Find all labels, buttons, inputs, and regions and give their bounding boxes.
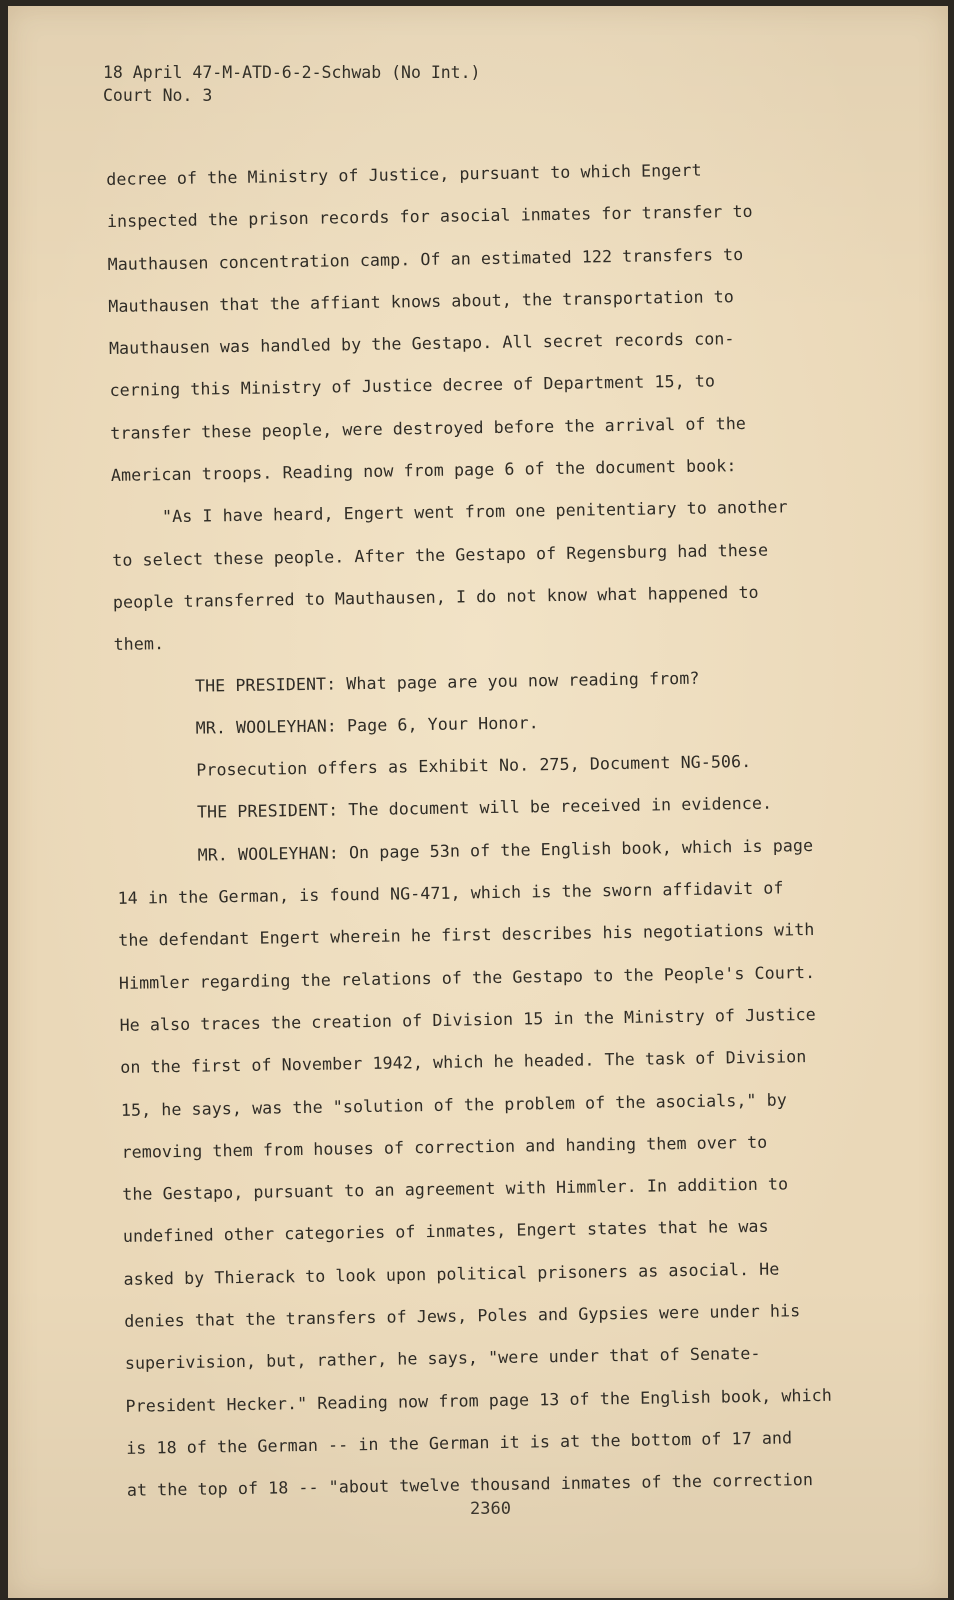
text-line: them. <box>113 634 165 655</box>
text-line: inspected the prison records for asocial inmates for transfer to <box>106 202 753 232</box>
text-line: transfer these people, were destroyed before the arrival of the <box>110 413 747 443</box>
text-line: the defendant Engert wherein he first describes his negotiations with <box>118 920 815 951</box>
text-line: removing them from houses of correction and handing them over to <box>121 1132 768 1162</box>
text-line: people transferred to Mauthausen, I do not know what happened to <box>112 582 759 612</box>
document-page <box>8 6 948 1598</box>
document-header <box>103 61 481 107</box>
text-line: THE PRESIDENT: The document will be received in evidence. <box>116 794 773 824</box>
header-court-line: Court No. 3 <box>103 86 213 105</box>
text-line: asked by Thierack to look upon political prisoners as asocial. He <box>123 1259 780 1289</box>
text-line: "As I have heard, Engert went from one penitentiary to another <box>111 497 788 528</box>
text-line: American troops. Reading now from page 6 of the document book: <box>110 456 737 486</box>
text-line: 15, he says, was the "solution of the problem of the asocials," by <box>120 1089 787 1120</box>
text-line: undefined other categories of inmates, Engert states that he was <box>122 1217 769 1247</box>
header-session-line: 18 April 47-M-ATD-6-2-Schwab (No Int.) <box>103 63 481 82</box>
text-line: on the first of November 1942, which he headed. The task of Division <box>120 1047 807 1078</box>
text-line: MR. WOOLEYHAN: Page 6, Your Honor. <box>114 713 539 739</box>
text-line: Mauthausen that the affiant knows about, the transportation to <box>108 287 734 316</box>
text-line: President Hecker." Reading now from page 13 of the English book, which <box>125 1385 832 1416</box>
text-line: at the top of 18 -- "about twelve thousand inmates of the correction <box>126 1470 814 1501</box>
text-line: MR. WOOLEYHAN: On page 53n of the English book, which is page <box>116 835 814 866</box>
text-line: Mauthausen was handled by the Gestapo. All secret records con- <box>108 329 735 359</box>
transcript-body <box>106 147 867 1512</box>
page-number: 2360 <box>470 1499 511 1519</box>
text-line: the Gestapo, pursuant to an agreement with Himmler. In addition to <box>122 1174 789 1204</box>
text-line: decree of the Ministry of Justice, pursuant to which Engert <box>106 160 702 189</box>
text-line: Himmler regarding the relations of the Gestapo to the People's Court. <box>118 962 816 993</box>
text-line: He also traces the creation of Division 15 in the Ministry of Justice <box>119 1004 816 1035</box>
text-line: 14 in the German, is found NG-471, which is the sworn affidavit of <box>117 878 784 908</box>
text-line: is 18 of the German -- in the German it is at the bottom of 17 and <box>126 1428 793 1458</box>
text-line: to select these people. After the Gestapo of Regensburg had these <box>112 540 769 570</box>
text-line: superivision, but, rather, he says, "were under that of Senate- <box>124 1344 761 1374</box>
text-line: cerning this Ministry of Justice decree of Department 15, to <box>109 371 716 401</box>
text-line: denies that the transfers of Jews, Poles and Gypsies were under his <box>124 1301 801 1331</box>
text-line: Prosecution offers as Exhibit No. 275, Document NG-506. <box>115 752 752 782</box>
text-line: Mauthausen concentration camp. Of an estimated 122 transfers to <box>107 244 744 274</box>
text-line: THE PRESIDENT: What page are you now reading from? <box>114 668 700 697</box>
